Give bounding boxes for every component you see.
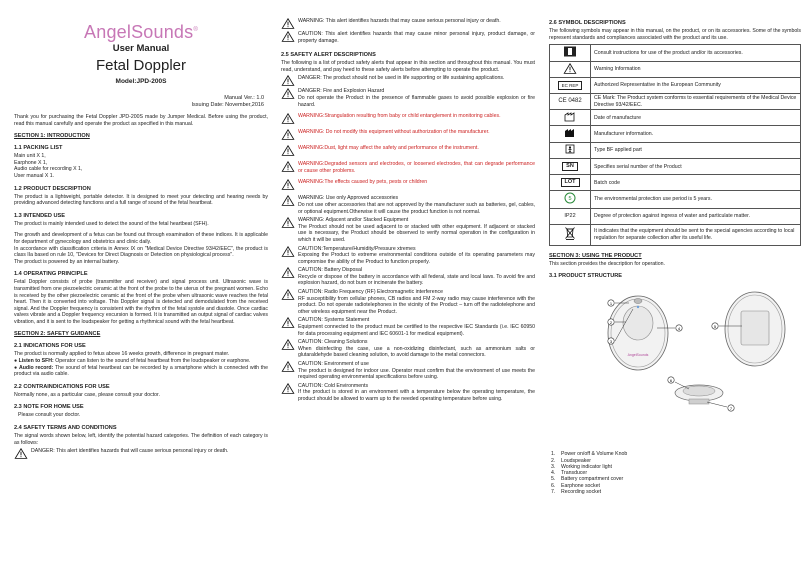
intended-use-text: In accordance with classification criteria in Annex IX on "Medical Device Directive 93/42/EEC", the product is class IIa based on rule 10, "Devices for Direct Diagnosis or Detection on physiological process". xyxy=(14,245,268,259)
table-row xyxy=(550,45,801,61)
table-row xyxy=(550,159,801,175)
serial-number-symbol xyxy=(550,159,591,175)
alert-danger-text: DANGER: The product should not be used in life supporting or life sustaining applications. xyxy=(298,75,505,82)
intended-use-text: The growth and development of a fetus can be found out through examination of these indices. It is applicable for department of gynecology and obstetrics and clinic daily. xyxy=(14,232,268,245)
symbol-description: Degree of protection against ingress of water and particulate matter. xyxy=(591,208,801,224)
table-row xyxy=(550,94,801,110)
symbol-description: Manufacturer information. xyxy=(591,126,801,142)
section-3-heading: SECTION 3: USING THE PRODUCT xyxy=(549,252,642,259)
alert-temperature xyxy=(281,246,535,266)
home-use-text: Please consult your doctor. xyxy=(18,412,81,419)
callout-1 xyxy=(608,300,614,306)
symbol-description: The environmental protection use period is 5 years. xyxy=(591,191,801,208)
warning-triangle-icon xyxy=(281,317,295,328)
legend-number: 6. xyxy=(551,482,556,489)
alert-rf-text: RF susceptibility from cellular phones, CB radios and FM 2-way radio may cause interference with the product. Do not operate radiotelephones in the vicinity of the Product – turn off the radiotelephone and other wireless equipment near the Product. xyxy=(298,295,535,315)
alert-accessories xyxy=(281,195,535,215)
alert-battery xyxy=(281,267,535,287)
callout-number: 5 xyxy=(713,324,717,330)
warning-triangle-icon xyxy=(281,161,295,172)
product-structure-diagram xyxy=(549,281,801,451)
audio-text: The sound of fetal heartbeat can be recorded by a smartphone which is connected with the product via audio cable. xyxy=(14,364,269,378)
callout-6 xyxy=(668,377,674,383)
column-2 xyxy=(281,0,535,584)
version-info xyxy=(14,95,268,109)
alert-children xyxy=(281,179,535,190)
alert-degraded-text: WARNING:Degraded sensors and electrodes, or loosened electrodes, that can degrade performance or cause other problems. xyxy=(298,161,535,174)
legend-number: 3. xyxy=(551,463,556,470)
alert-environment-body xyxy=(298,361,535,381)
alert-environment xyxy=(281,361,535,381)
warning-triangle-icon xyxy=(281,145,295,156)
symbol-description: It indicates that the equipment should be sent to the special agencies according to local regulation for separate collection after its useful life. xyxy=(591,224,801,245)
legend-text: Battery compartment cover xyxy=(561,476,624,483)
callout-number: 7 xyxy=(729,406,733,412)
device-back-view xyxy=(725,292,785,366)
caution-definition xyxy=(281,31,535,44)
legend-number: 4. xyxy=(551,470,556,477)
alert-adjacent-text: The Product should not be used adjacent to or stacked with other equipment. If adjacent or stacked use is necessary, the Product should be observed to verify normal operation in the configuration in which it will be used. xyxy=(298,223,535,243)
alert-cleaning-text: When disinfecting the case, use a non-oxidizing disinfectant, such as ammonium salts or glutaraldehyde based cleaning solution, to avoid damage to the metal connectors. xyxy=(298,345,535,359)
indications-text: The product is normally applied to fetus above 16 weeks growth, difference in pregnant mater. xyxy=(14,351,230,358)
warning-triangle-icon xyxy=(281,88,295,99)
warning-triangle-icon xyxy=(281,75,295,86)
table-row xyxy=(550,142,801,158)
alert-cold xyxy=(281,383,535,403)
alert-cold-body xyxy=(298,383,535,403)
alert-adjacent xyxy=(281,217,535,243)
ec-rep-label: EC REP xyxy=(558,81,583,90)
table-row xyxy=(550,126,801,142)
alert-cold-title: CAUTION: Cold Environments xyxy=(298,382,369,389)
contraindications-heading: 2.2 CONTRAINDICATIONS FOR USE xyxy=(14,383,110,390)
alert-rf-title: CAUTION: Radio Frequency (RF) Electromagnetic interference xyxy=(298,289,444,296)
caution-definition-text: CAUTION: This alert identifies hazards that may cause minor personal injury, product damage, or property damage. xyxy=(298,31,535,44)
intended-use-text: The product is powered by an internal battery. xyxy=(14,258,120,265)
environmental-use-period-icon xyxy=(550,191,591,208)
callout-7 xyxy=(728,405,734,411)
warning-triangle-icon xyxy=(281,129,295,140)
alert-degraded xyxy=(281,161,535,174)
warning-triangle-icon xyxy=(281,18,295,29)
warning-triangle-icon xyxy=(281,339,295,350)
device-front-view xyxy=(608,296,668,370)
warning-triangle-icon xyxy=(281,217,295,228)
date-of-manufacture-icon xyxy=(550,110,591,126)
crossed-bin-icon xyxy=(550,224,591,245)
audio-label: ● Audio record: xyxy=(14,364,54,371)
symbol-description: CE Mark: The Product system conforms to essential requirements of the Medical Device Directive 93/42/EEC. xyxy=(591,94,801,110)
callout-4 xyxy=(676,325,682,331)
alert-rf xyxy=(281,289,535,315)
ce-mark-symbol xyxy=(550,94,591,110)
alert-fire xyxy=(281,88,535,108)
warning-triangle-icon xyxy=(281,246,295,257)
alerts-intro: The following is a list of product safety alerts that appear in this section and throughout this manual. You must read, understand, and pay heed to these safety alerts before attempting to operate the product. xyxy=(281,60,535,73)
home-use-heading: 2.3 NOTE FOR HOME USE xyxy=(14,404,84,411)
symbol-description: Batch code xyxy=(591,175,801,191)
table-row xyxy=(550,208,801,224)
symbols-table xyxy=(549,44,801,245)
alert-environment-title: CAUTION: Environment of use xyxy=(298,361,369,367)
legend-text: Power on/off & Volume Knob xyxy=(561,451,628,458)
alert-cleaning-body xyxy=(298,339,535,359)
principle-heading: 1.4 OPERATING PRINCIPLE xyxy=(14,271,88,278)
svg-text:5: 5 xyxy=(568,196,572,203)
packing-list-heading: 1.1 PACKING LIST xyxy=(14,145,63,152)
alert-temperature-text: Exposing the Product to extreme environmental conditions outside of its operating parameters may compromise the ability of the Product to function properly. xyxy=(298,252,535,265)
alert-systems-text: Equipment connected to the product must be certified to the respective IEC Standards (i.e. IEC 60950 for data processing equipment and IEC 60601-1 for medical equipment). xyxy=(298,324,535,337)
legend-text: Earphone socket xyxy=(561,482,600,489)
table-row xyxy=(550,191,801,208)
warning-triangle-icon xyxy=(281,267,295,278)
alert-accessories-body xyxy=(298,195,535,215)
sn-label: SN xyxy=(562,162,578,171)
callout-number: 2 xyxy=(609,320,613,326)
structure-legend xyxy=(551,451,801,495)
listen-label: ● Listen to SFH: xyxy=(14,358,54,365)
legend-text: Working indicator light xyxy=(561,463,612,470)
warning-triangle-icon xyxy=(281,31,295,42)
callout-number: 6 xyxy=(669,378,673,384)
symbols-heading: 2.6 SYMBOL DESCRIPTIONS xyxy=(549,20,626,26)
table-row xyxy=(550,61,801,77)
symbol-description: Specifies serial number of the Product xyxy=(591,159,801,175)
contraindications-text: Normally none, as a particular case, please consult your doctor. xyxy=(14,391,160,398)
warning-definition xyxy=(281,18,535,29)
alert-fire-text: Do not operate the Product in the presence of flammable gases to avoid possible explosion or fire hazard. xyxy=(298,94,535,108)
intro-text: Thank you for purchasing the Fetal Doppler JPD-200S made by Jumper Medical. Before using the product, read this manual carefully and operate the product as specified in this manual. xyxy=(14,114,268,127)
alert-accessories-title: WARNING: Use only Approved accessories xyxy=(298,195,399,202)
alert-cold-text: If the product is stored in an environment with a temperature below the operating temperature, the product should be allowed to warm up to the needed operating temperature before using. xyxy=(298,389,535,402)
intended-use-heading: 1.3 INTENDED USE xyxy=(14,212,65,219)
alert-battery-title: CAUTION: Battery Disposal xyxy=(298,267,362,274)
column-3 xyxy=(549,0,801,584)
symbol-description: Warning Information xyxy=(591,61,801,77)
alert-dust-text: WARNING:Dust, light may affect the safety and performance of the instrument. xyxy=(298,145,479,152)
ce-mark-label: CE 0482 xyxy=(558,98,582,105)
legend-number: 7. xyxy=(551,489,556,495)
warning-triangle-icon xyxy=(281,179,295,190)
model-number: Model:JPD-200S xyxy=(115,78,167,85)
page-title: Fetal Doppler xyxy=(95,57,187,74)
alert-battery-text: Recycle or dispose of the battery in accordance with all federal, state and local laws. To avoid fire and explosion hazard, do not burn or incinerate the battery. xyxy=(298,273,535,287)
ec-rep-symbol xyxy=(550,78,591,94)
alert-systems xyxy=(281,317,535,337)
symbol-description: Consult instructions for use of the product and/or its accessories. xyxy=(591,45,801,61)
packing-item: Earphone X 1, xyxy=(14,159,48,166)
manual-version: Manual Ver.: 1.0 xyxy=(224,95,264,101)
factory-icon xyxy=(550,126,591,142)
manual-label: User Manual xyxy=(112,43,170,54)
alerts-heading: 2.5 SAFETY ALERT DESCRIPTIONS xyxy=(281,52,376,59)
warning-triangle-icon xyxy=(281,361,295,372)
structure-heading: 3.1 PRODUCT STRUCTURE xyxy=(549,273,623,280)
alert-modify xyxy=(281,129,535,140)
legend-text: Loudspeaker xyxy=(561,457,591,464)
lot-label: LOT xyxy=(561,178,580,187)
alert-temperature-body xyxy=(298,246,535,266)
audio-item xyxy=(14,365,268,378)
intended-use-text: The product is mainly intended used to detect the sound of the fetal heartbeat (SFH). xyxy=(14,220,209,227)
alert-children-text: WARNING:The effects caused by pets, pests or children xyxy=(298,179,428,186)
description-text: The product is a lightweight, portable detector. It is designed to meet your detecting and hearing needs by providing advanced detecting functions and a full range of sound of the fetal heartbeat. xyxy=(14,193,268,207)
safety-terms-text: The signal words shown below, left, identify the potential hazard categories. The definition of each category is as follows: xyxy=(14,433,268,446)
alert-adjacent-title: WARNING: Adjacent and/or Stacked Equipment xyxy=(298,217,409,224)
alert-systems-body xyxy=(298,317,535,337)
table-row xyxy=(550,175,801,191)
table-row xyxy=(550,78,801,94)
alert-cleaning-title: CAUTION: Cleaning Solutions xyxy=(298,339,368,346)
warning-triangle-icon xyxy=(281,195,295,206)
symbol-description: Type BF applied part xyxy=(591,142,801,158)
alert-cleaning xyxy=(281,339,535,359)
safety-terms-heading: 2.4 SAFETY TERMS AND CONDITIONS xyxy=(14,425,117,432)
legend-text: Recording socket xyxy=(561,489,602,495)
alert-danger xyxy=(281,75,535,86)
alert-environment-text: The product is designed for indoor use. Operator must confirm that the environment of use meets the required operating environmental specifications before using. xyxy=(298,367,535,381)
warning-triangle-icon xyxy=(281,383,295,394)
symbol-description: Authorized Representative in the European Community xyxy=(591,78,801,94)
column-1 xyxy=(14,0,268,568)
symbols-intro: The following symbols may appear in this manual, on the product, or on its accessories. Some of the symbols represent standards and compliances associated with the product and its use. xyxy=(549,28,801,41)
indications-heading: 2.1 INDICATIONS FOR USE xyxy=(14,343,86,350)
section-1-heading: SECTION 1: INTRODUCTION xyxy=(14,133,90,140)
danger-definition xyxy=(14,448,268,459)
issuing-date: Issuing Date: November,2016 xyxy=(191,102,264,108)
description-heading: 1.2 PRODUCT DESCRIPTION xyxy=(14,185,91,192)
symbol-description: Date of manufacture xyxy=(591,110,801,126)
alert-strangulation xyxy=(281,113,535,124)
legend-item xyxy=(551,489,801,495)
alert-battery-body xyxy=(298,267,535,287)
legend-number: 2. xyxy=(551,457,556,464)
legend-number: 5. xyxy=(551,476,556,483)
angelsounds-logo: AngelSounds® xyxy=(84,22,198,42)
book-icon xyxy=(550,45,591,61)
alert-temperature-title: CAUTION:Temperature/Humidity/Pressure xtremes xyxy=(298,245,416,252)
lot-symbol xyxy=(550,175,591,191)
legend-text: Transducer xyxy=(561,470,588,477)
alert-rf-body xyxy=(298,289,535,315)
listen-text: Operator can listen to the sound of fetal heartbeat from the loudspeaker or earphone. xyxy=(55,358,251,365)
type-bf-icon xyxy=(550,142,591,158)
section-2-heading: SECTION 2: SAFETY GUIDANCE xyxy=(14,331,101,338)
packing-item: Main unit X 1, xyxy=(14,153,46,160)
table-row xyxy=(550,224,801,245)
alert-accessories-text: Do not use other accessories that are not approved by the manufacturer such as batteries, gel, cables, or optional equipment.Otherwise it will cause the product function is not normal. xyxy=(298,201,535,215)
callout-number: 1 xyxy=(609,301,613,307)
alert-dust xyxy=(281,145,535,156)
callout-number: 4 xyxy=(677,326,681,332)
table-row xyxy=(550,110,801,126)
transducer-probe xyxy=(675,385,723,404)
section-3-intro: This section provides the description for operation. xyxy=(549,260,665,267)
alert-modify-text: WARNING: Do not modify this equipment without authorization of the manufacturer. xyxy=(298,129,490,136)
legend-number: 1. xyxy=(551,451,556,458)
callout-number: 3 xyxy=(609,339,613,345)
callout-2 xyxy=(608,319,614,325)
warning-triangle-icon xyxy=(281,113,295,124)
warning-definition-text: WARNING: This alert identifies hazards that may cause serious personal injury or death. xyxy=(298,18,501,24)
alert-fire-title: DANGER: Fire and Explosion Hazard xyxy=(298,88,385,95)
warning-icon xyxy=(550,61,591,77)
alert-systems-title: CAUTION: Systems Statement xyxy=(298,317,370,324)
callout-3 xyxy=(608,338,614,344)
principle-text: Fetal Doppler consists of probe (transmitter and receiver) and signal process unit. Ultrasonic wave is transmitted from one piezoelectric ceramic at the front of the probe to the uterus of the pregnant women. Echo is received by the other piezoelectric ceramic at the front of the probe when ultrasonic wave reaches the fetal heart. Then it is converted into voltage. This Doppler signal is detected and demodulated from the received signal. And the Doppler frequency is consistent with the rhythm of the fetal systole and diastole. Once cardiac valves vibrate and a Doppler frequency excursion is formed. It is transmitted an output signal of cardiac valves vibration, and it is sent to the loudspeaker for getting a rhythmical sound with the fetal heartbeat. xyxy=(14,279,268,325)
alert-fire-body xyxy=(298,88,535,108)
listen-item xyxy=(14,358,268,365)
callout-5 xyxy=(712,323,718,329)
alert-strangulation-text: WARNING:Strangulation resulting from baby or child entanglement in monitoring cables. xyxy=(298,113,501,120)
packing-item: Audio cable for recording X 1, xyxy=(14,166,83,173)
ip22-symbol xyxy=(550,208,591,224)
device-brand-label: AngelSounds xyxy=(627,353,649,358)
danger-definition-text: DANGER: This alert identifies hazards that will cause serious personal injury or death. xyxy=(31,448,229,455)
alert-adjacent-body xyxy=(298,217,535,243)
packing-item: User manual X 1. xyxy=(14,172,55,179)
warning-triangle-icon xyxy=(14,448,28,459)
warning-triangle-icon xyxy=(281,289,295,300)
ip22-label: IP22 xyxy=(564,212,576,219)
